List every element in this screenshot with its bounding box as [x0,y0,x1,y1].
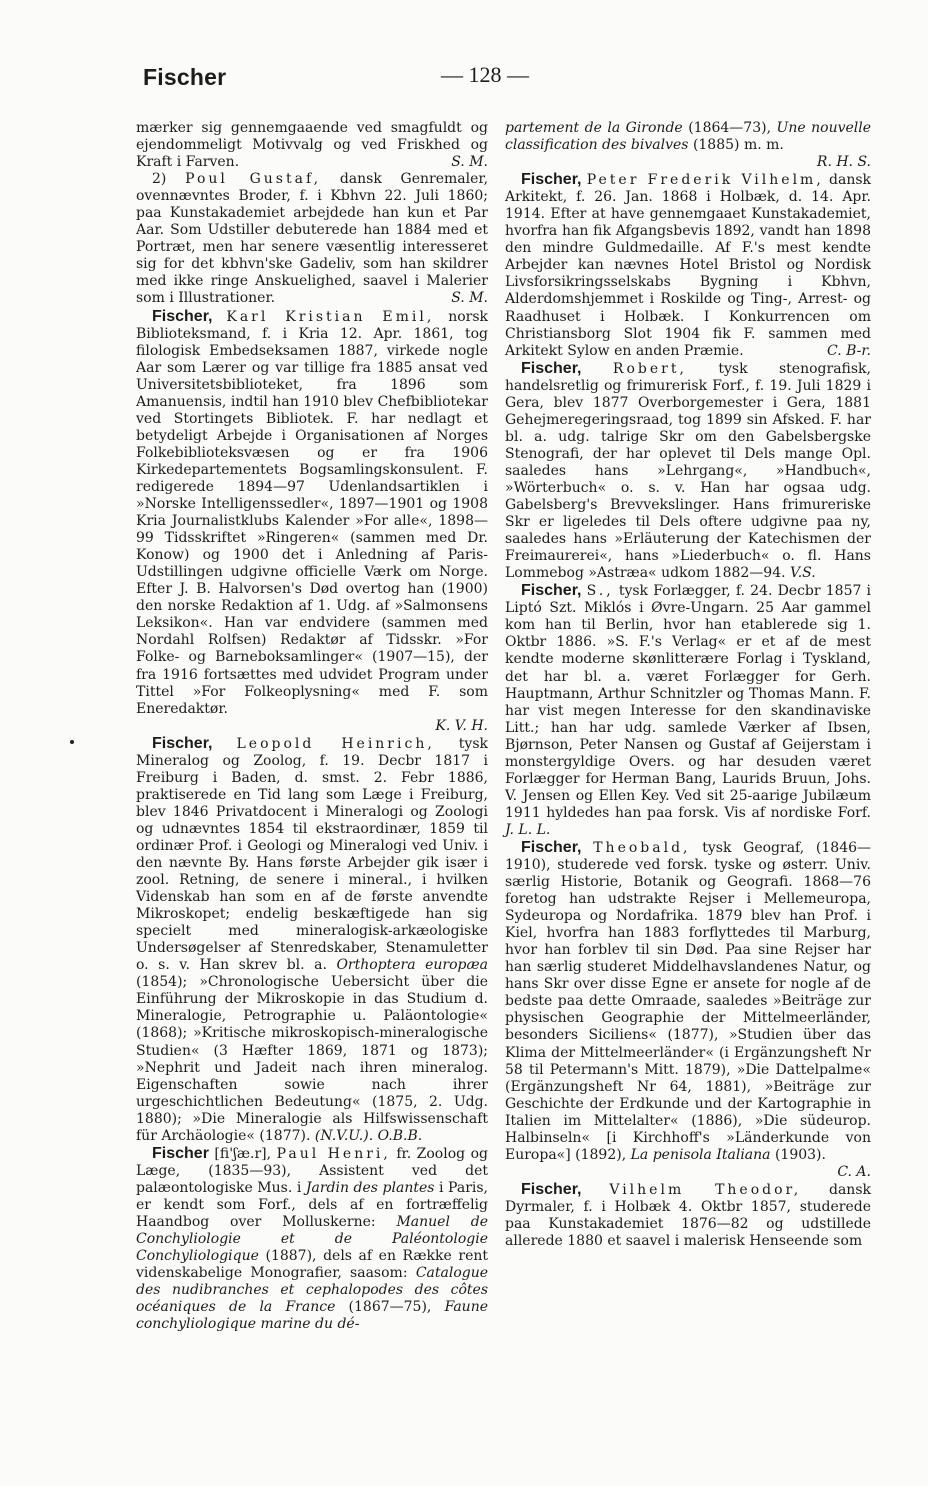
work-title: Catalogue des nudibranches et cephalopodes des côtes océaniques de la France [136,1265,489,1316]
entry-text: i Paris, er kendt som Forf., dels af en fortræffelig Haandbog over Molluskerne: [136,1179,488,1230]
continued-paragraph [136,120,488,171]
entry-text: tysk Geograf, (1846—1910), studerede ved forsk. tyske og østerr. Univ. særlig Historie, Botanik og Geografi. 1868—76 foretog han udstrakte Rejser i Mellemeuropa, Sydeuropa og Nordafrika. 1879 blev han Prof. i Kiel, hvorfra han 1883 forflyttedes til Marburg, hvor han forblev til sin Død. Paa sine Rejser har han særlig studeret Middelhavslandenes Natur, og hans Skr over disse Egne er ansete for nogle af de bedste paa dette Omraade, saaledes »Beiträge zur physischen Geographie der Mittelmeerländer, besonders Siciliens« (1877), »Studien über das Klima der Mittelmeerländer« (i Ergänzungsheft Nr 58 til Petermann's Mitt. 1879), »Die Dattelpalme« (Ergänzungsheft Nr 64, 1881), »Beiträge zur Geschichte der Erdkunde und der Kartographie in Italien im Mittelalter« (1886), »Die südeurop. Halbinseln« [i Kirchhoff's »Länderkunde von Europa«] (1892), [505,839,872,1163]
entry-name: Karl Kristian Emil, [226,308,435,325]
work-title: partement de la Gironde [505,120,683,136]
entry-name: Leopold Heinrich, [236,735,435,752]
running-head-word: Fischer [143,64,227,90]
entry-text: (1885) m. m. [692,137,784,154]
entry-text: (1867—75), [348,1299,432,1316]
work-title: Jardin des plantes [305,1179,435,1196]
pronunciation: [fi'ʃæ.r], [214,1145,272,1162]
headword: Fischer, [521,838,582,856]
headword: Fischer, [521,582,582,600]
signature: S. M. [451,290,488,307]
right-column [505,120,871,1250]
entry-theobald [505,838,872,1180]
entry-number: 2) [152,171,167,188]
entry-text: dansk Arkitekt, f. 26. Jan. 1868 i Holbæk, d. 14. Apr. 1914. Efter at have gennemgaaet Kunstakademiet, hvorfra han fik Afgangsbevis 1892, vandt han 1898 den mindre Guldmedaille. Af F.'s mest kendte Arbejder kan nævnes Hotel Bristol og Nordisk Livsforsikringsselskabs Bygning i Kbhvn, Alderdomshjemmet i Roskilde og Ting-, Arrest- og Raadhuset i Holbæk. I Konkurrencen om Christiansborg Slot 1904 fik F. sammen med Arkitekt Sylow en anden Præmie. [505,172,872,359]
entry-text: tysk stenografisk, handelsretlig og frimurerisk Forf., f. 19. Juli 1829 i Gera, blev 1877 Overborgemester i Gera, 1881 Gehejmeregeringsraad, tog 1899 sin Afsked. F. har bl. a. udg. talrige Skr om den Gabelsbergske Stenografi, der har oplevet til Dels mange Opl. saaledes hans »Lehrgang«, »Handbuch«, »Wörterbuch« o. s. v. Han har ogsaa udg. Gabelsberg's Brevvekslinger. Hans frimureriske Skr er ligeledes til Dels oftere udgivne paa ny, saaledes hans »Erläuterung der Katechismen der Freimaurerei«, hans »Liederbuch« o. fl. Hans Lommebog »Astræa« udkom 1882—94. [505,360,871,582]
headword: Fischer [152,1144,209,1162]
entry-s-fischer [505,582,871,839]
signature: C. A. [837,1163,871,1180]
entry-karl-kristian-emil [136,308,488,718]
entry-peter-frederik-vilhelm [505,171,871,360]
work-title: Manuel de Conchyliologie et de Paléontologie Conchyliologique [136,1214,488,1265]
headword: Fischer, [521,171,582,189]
signature: V.S. [790,565,816,582]
entry-name: Vilhelm Theodor, [609,1181,802,1198]
entry-text: tysk Forlægger, f. 24. Decbr 1857 i Liptó Szt. Miklós i Øvre-Ungarn. 25 Aar gammel kom han til Berlin, hvor han etablerede sig 1. Oktbr 1886. »S. F.'s Verlag« er et af de mest kendte moderne skønlitterære Forlag i Tyskland, det har bl. a. været Forlægger for Gerh. Hauptmann, Arthur Schnitzler og Thomas Mann. F. har vist megen Interesse for den skandinaviske Litt.; han har udg. samlede Værker af Ibsen, Bjørnson, Peter Nansen og Gustaf af Geijerstam i monstergyldige Overs. og har desuden været Forlægger for Herman Bang, Laurids Bruun, Johs. V. Jensen og Ellen Key. Ved sit 25-aarige Jubilæum 1911 hyldedes han paa forsk. Vis af nordiske Forf. [505,583,872,821]
entry-text: (1887), dels af en Række rent videnskabelige Monografier, saasom: [136,1248,488,1282]
signature: J. L. L. [505,821,551,838]
entry-name: Paul Henri, [276,1145,391,1162]
headword: Fischer, [152,307,213,325]
margin-dot [70,740,74,744]
entry-text: norsk Biblioteksmand, f. i Kria 12. Apr. 1861, tog filologisk Embedseksamen 1887, virkede nogle Aar som Lærer og var tillige fra 1885 ansat ved Universitetsbiblioteket, fra 1896 som Amanuensis, indtil han 1910 blev Chefbibliotekar ved Stortingets Bibliotek. F. har nedlagt et betydeligt Arbejde i Organisationen af Norges Folkebiblioteksvæsen og er fra 1906 Kirkedepartementets Bogsamlingskonsulent. F. redigerede 1894—97 Udenlandsartiklen i »Norske Intelligenssedler«, 1897—1901 og 1908 Kria Journalistklubs Kalender »For alle«, 1898—99 Tidsskriftet »Ringeren« (sammen med Dr. Konow) og 1900 det i Anledning af Paris-Udstillingen udgivne officielle Værk om Norge. Efter J. B. Halvorsen's Død overtog han (1900) den norske Redaktion af 1. Udg. af »Salmonsens Leksikon«. Han var endvidere (sammen med Nordahl Rolfsen) Redaktør af Tidsskr. »For Folke- og Barneboksamlinger« (1907—15), der fra 1916 fortsættes med udvidet Program under Tittel »For Folkeoplysning« med F. som Eneredaktør. [136,308,489,717]
signature: K. V. H. [435,717,488,734]
signature: S. M. [451,154,488,171]
page-number: — 128 — [441,62,529,87]
entry-name: S., [586,583,614,600]
entry-poul-gustaf [136,171,488,307]
entry-paul-henri [136,1145,488,1334]
entry-text: mærker sig gennemgaaende ved smagfuldt og ejendommeligt Motivvalg og ved Friskhed og Kraft i Farven. [136,120,488,171]
work-title: Orthoptera europæa [336,957,489,974]
entry-name: Peter Frederik Vilhelm, [586,172,824,189]
work-title: Une nouvelle classification des bivalves [505,120,872,154]
headword: Fischer, [521,359,582,377]
entry-text: (1864—73), [688,120,772,136]
entry-text: dansk Dyrmaler, f. i Holbæk 4. Oktbr 1857, studerede paa Kunstakademiet 1876—82 og udstillede allerede 1880 et saavel i malerisk Henseende som [505,1181,871,1250]
work-title: La penisola Italiana [630,1146,771,1163]
left-column [136,120,488,1333]
signature: R. H. S. [816,154,871,171]
headword: Fischer, [152,734,213,752]
continued-paragraph [505,120,871,154]
entry-text: tysk Mineralog og Zoolog, f. 19. Decbr 1817 i Freiburg i Baden, d. smst. 2. Febr 1886, praktiserede en Tid lang som Læge i Freiburg, blev 1846 Privatdocent i Mineralogi og Zoologi og udnævntes 1854 til ekstraordinær, 1859 til ordinær Prof. i Geologi og Mineralogi ved Univ. i den nævnte By. Hans første Arbejder gik især i zool. Retning, de senere i mineral., i hvilken Videnskab han som en af de første anvendte Mikroskopet; endelig beskæftigede han sig specielt med mineralogisk-arkæologiske Undersøgelser af Stenredskaber, Stenamuletter o. s. v. Han skrev bl. a. [136,735,488,974]
entry-robert [505,360,871,583]
signature: C. B-r. [827,342,871,359]
entry-text: dansk Genremaler, ovennævntes Broder, f. i Kbhvn 22. Juli 1860; paa Kunstakademiet arbejdede han kun et Par Aar. Som Udstiller debuterede han 1884 med et Portræt, men har senere væsentlig interesseret sig for det kbhvn'ske Gadeliv, som han skildrer med ikke ringe Anskuelighed, saavel i Malerier som i Illustrationer. [136,171,489,307]
headword: Fischer, [521,1180,582,1198]
entry-vilhelm-theodor [505,1181,871,1250]
work-title: Faune conchyliologique marine du dé- [136,1299,488,1333]
entry-text: (1854); »Chronologische Uebersicht über die Einführung der Mikroskopie in das Studium d. Mineralogie, Petrographie u. Paläontologie« (1868); »Kritische mikroskopisch-mineralogische Studien« (3 Hæfter 1869, 1871 og 1873); »Nephrit und Jadeit nach ihren mineralog. Eigenschaften sowie nach ihrer urgeschichtlichen Bedeutung« (1875, 2. Udg. 1880); »Die Mineralogie als Hilfswissenschaft für Archäologie« (1877). [136,974,488,1144]
entry-name: Theobald, [593,839,691,856]
signature: (N.V.U.). O.B.B. [314,1127,423,1144]
entry-text: fr. Zoolog og Læge, (1835—93), Assistent ved det palæontologiske Mus. i [136,1145,488,1196]
entry-leopold-heinrich [136,735,488,1145]
entry-text: (1903). [774,1146,826,1163]
entry-name: Robert, [612,360,687,377]
running-header [0,58,928,98]
entry-name: Poul Gustaf, [185,171,322,188]
